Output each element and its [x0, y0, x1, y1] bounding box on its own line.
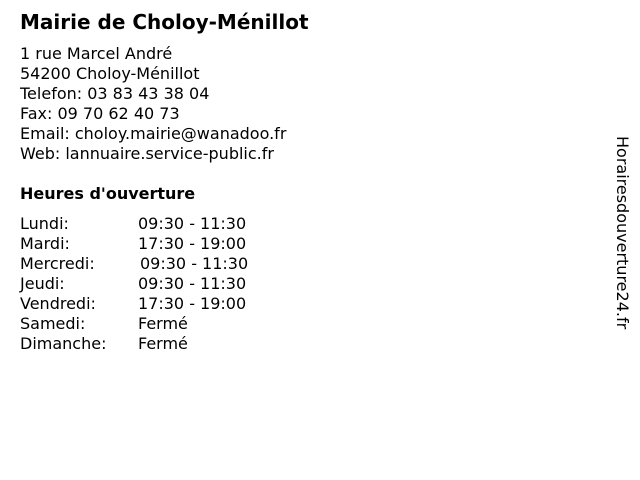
time-value: 17:30 - 19:00 [138, 294, 247, 313]
site-watermark: Horairesdouverture24.fr [613, 136, 632, 330]
phone-line: Telefon: 03 83 43 38 04 [20, 84, 210, 103]
day-label: Mardi: [20, 234, 70, 253]
address-street: 1 rue Marcel André [20, 44, 173, 63]
address-city: 54200 Choloy-Ménillot [20, 64, 200, 83]
hours-row-monday [20, 214, 280, 234]
time-value: Fermé [138, 334, 188, 353]
day-label: Dimanche: [20, 334, 107, 353]
hours-row-tuesday [20, 234, 280, 254]
day-label: Jeudi: [20, 274, 65, 293]
page-title: Mairie de Choloy-Ménillot [20, 10, 309, 34]
day-label: Mercredi: [20, 254, 95, 273]
hours-heading: Heures d'ouverture [20, 184, 196, 203]
time-value: 09:30 - 11:30 [138, 274, 247, 293]
day-label: Lundi: [20, 214, 69, 233]
fax-line: Fax: 09 70 62 40 73 [20, 104, 180, 123]
time-value: 09:30 - 11:30 [140, 254, 249, 273]
day-label: Vendredi: [20, 294, 96, 313]
hours-row-sunday [20, 334, 280, 354]
hours-row-saturday [20, 314, 280, 334]
email-line: Email: choloy.mairie@wanadoo.fr [20, 124, 287, 143]
hours-table [20, 214, 280, 354]
contact-block [20, 44, 286, 164]
time-value: 09:30 - 11:30 [138, 214, 247, 233]
time-value: 17:30 - 19:00 [138, 234, 247, 253]
time-value: Fermé [138, 314, 188, 333]
day-label: Samedi: [20, 314, 86, 333]
hours-row-friday [20, 294, 280, 314]
web-line: Web: lannuaire.service-public.fr [20, 144, 274, 163]
hours-row-thursday [20, 274, 280, 294]
hours-row-wednesday [20, 254, 280, 274]
